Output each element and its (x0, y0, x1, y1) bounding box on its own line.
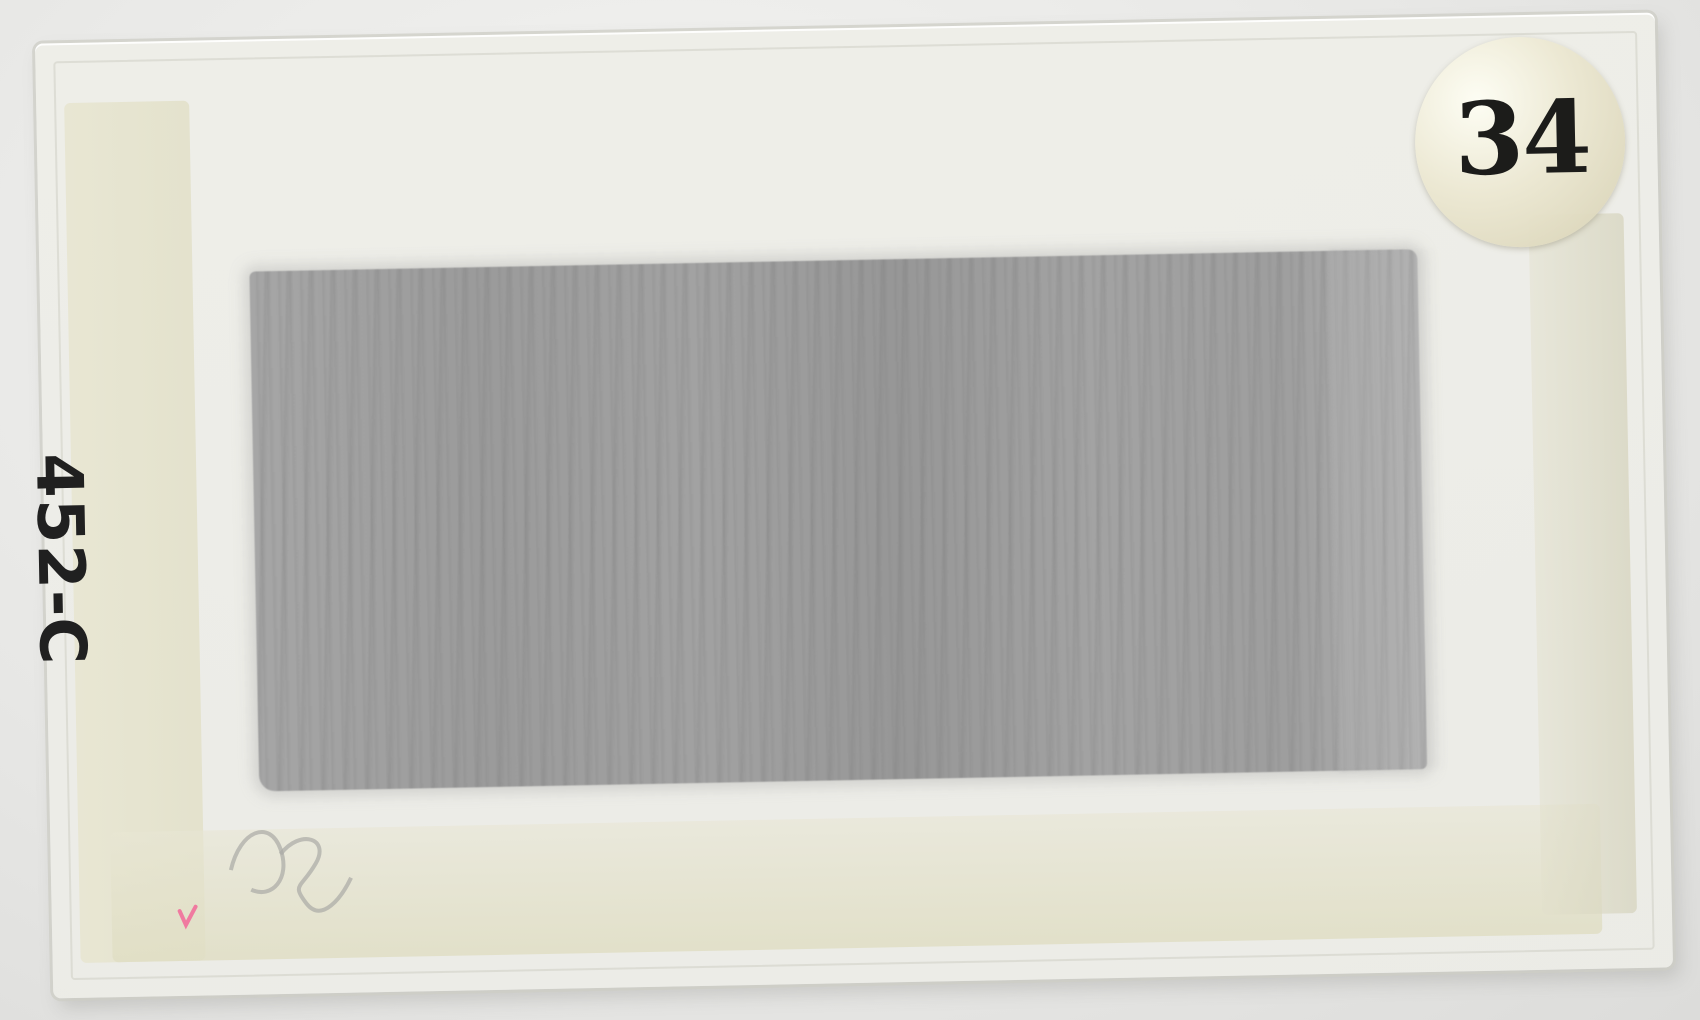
pink-check-icon (176, 903, 203, 933)
specimen-edge (1329, 249, 1449, 771)
mounting-tape-right (1529, 213, 1637, 915)
sticker-number: 34 (1453, 77, 1591, 199)
pencil-scribble-icon (210, 807, 372, 920)
glass-slide (20, 13, 1673, 999)
specimen-id-label: 452-C (20, 452, 99, 667)
hair-specimen (249, 249, 1427, 791)
